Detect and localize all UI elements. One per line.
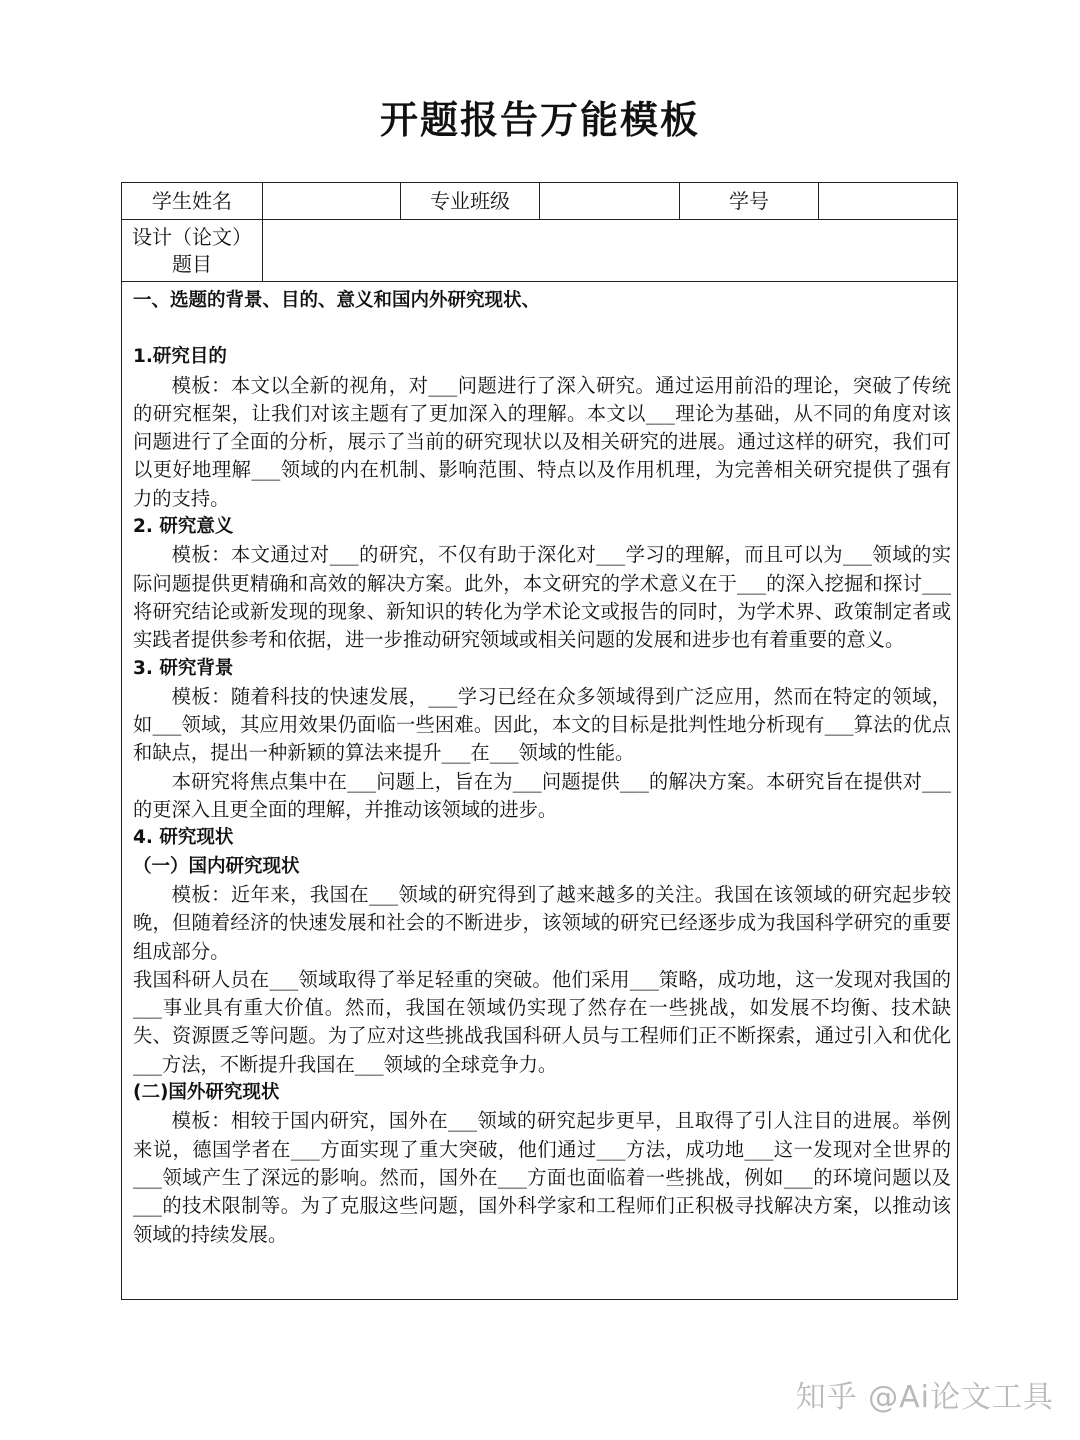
domestic-heading: （一）国内研究现状 — [133, 855, 300, 877]
watermark: 知乎 @Ai论文工具 — [795, 1380, 1054, 1415]
background-paragraph-1: 模板：随着科技的快速发展，___学习已经在众多领域得到广泛应用，然而在特定的领域，如___领域，其应用效果仍面临一些困难。因此，本文的目标是批判性地分析现有___算法的优点和缺点，提出一种新颖的算法来提升___在___领域的性能。 — [133, 684, 951, 765]
major-class-label: 专业班级 — [401, 183, 540, 219]
proposal-form — [121, 182, 958, 1300]
topic-row — [122, 220, 957, 282]
student-name-field[interactable] — [263, 183, 401, 219]
topic-field[interactable] — [263, 220, 957, 281]
content-area — [133, 287, 951, 1249]
student-name-label: 学生姓名 — [122, 183, 263, 219]
document-title: 开题报告万能模板 — [379, 97, 700, 142]
background-paragraph-2: 本研究将焦点集中在___问题上，旨在为___问题提供___的解决方案。本研究旨在提供对___的更深入且更全面的理解，并推动该领域的进步。 — [133, 769, 951, 822]
domestic-paragraph-2: 我国科研人员在___领域取得了举足轻重的突破。他们采用___策略，成功地，这一发现对我国的___事业具有重大价值。然而，我国在领域仍实现了然存在一些挑战，如发展不均衡、技术缺失、资源匮乏等问题。为了应对这些挑战我国科研人员与工程师们正不断探索，通过引入和优化___方法，不断提升我国在___领域的全球竞争力。 — [133, 967, 951, 1076]
student-id-label: 学号 — [680, 183, 819, 219]
info-row — [122, 183, 957, 220]
topic-label-line1: 设计（论文） — [132, 224, 252, 249]
significance-paragraph: 模板：本文通过对___的研究，不仅有助于深化对___学习的理解，而且可以为___领域的实际问题提供更精确和高效的解决方案。此外，本文研究的学术意义在于___的深入挖掘和探讨___将研究结论或新发现的现象、新知识的转化为学术论文或报告的同时，为学术界、政策制定者或实践者提供参考和依据，进一步推动研究领域或相关问题的发展和进步也有着重要的意义。 — [133, 543, 951, 652]
section-heading: 一、选题的背景、目的、意义和国内外研究现状、 — [133, 290, 541, 311]
student-id-field[interactable] — [819, 183, 957, 219]
purpose-heading: 1.研究目的 — [133, 346, 227, 368]
topic-label-line2: 题目 — [172, 251, 212, 276]
domestic-paragraph-1: 模板：近年来，我国在___领域的研究得到了越来越多的关注。我国在该领域的研究起步较晚，但随着经济的快速发展和社会的不断进步，该领域的研究已经逐步成为我国科学研究的重要组成部分。 — [133, 882, 951, 963]
foreign-heading: (二)国外研究现状 — [133, 1082, 280, 1104]
status-heading: 4. 研究现状 — [133, 827, 234, 849]
background-heading: 3. 研究背景 — [133, 657, 234, 679]
foreign-paragraph: 模板：相较于国内研究，国外在___领域的研究起步更早，且取得了引人注目的进展。举例来说，德国学者在___方面实现了重大突破，他们通过___方法，成功地___这一发现对全世界的___领域产生了深远的影响。然而，国外在___方面也面临着一些挑战，例如___的环境问题以及___的技术限制等。为了克服这些问题，国外科学家和工程师们正积极寻找解决方案，以推动该领域的持续发展。 — [133, 1109, 951, 1246]
significance-heading: 2. 研究意义 — [133, 516, 234, 538]
purpose-paragraph: 模板：本文以全新的视角，对___问题进行了深入研究。通过运用前沿的理论，突破了传统的研究框架，让我们对该主题有了更加深入的理解。本文以___理论为基础，从不同的角度对该问题进行了全面的分析，展示了当前的研究现状以及相关研究的进展。通过这样的研究，我们可以更好地理解___领域的内在机制、影响范围、特点以及作用机理，为完善相关研究提供了强有力的支持。 — [133, 373, 951, 510]
major-class-field[interactable] — [540, 183, 680, 219]
topic-label — [122, 220, 263, 281]
